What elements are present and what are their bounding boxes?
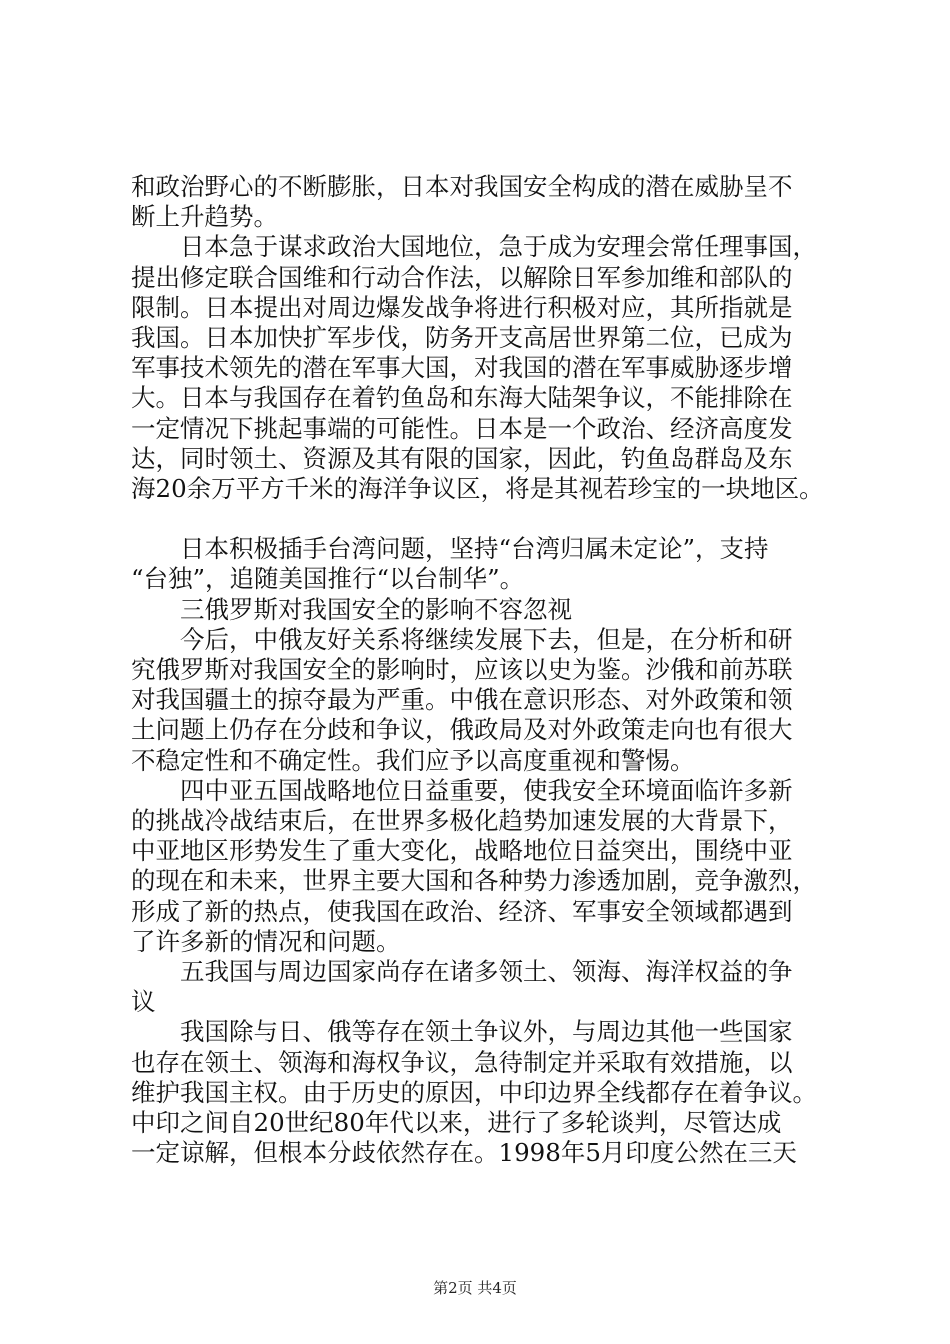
text-line: 军事技术领先的潜在军事大国，对我国的潜在军事威胁逐步增 [131,353,793,383]
text-line: 断上升趋势。 [131,202,278,232]
page-number-footer: 第2页 共4页 [433,1279,517,1297]
text-line: 我国除与日、俄等存在领土争议外，与周边其他一些国家 [131,1017,793,1047]
text-line: 我国。日本加快扩军步伐，防务开支高居世界第二位，已成为 [131,323,793,353]
text-line: 海20余万平方千米的海洋争议区，将是其视若珍宝的一块地区。 [131,474,824,504]
text-line: 今后，中俄友好关系将继续发展下去，但是，在分析和研 [131,624,793,654]
section-heading: 四中亚五国战略地位日益重要，使我安全环境面临许多新 [131,775,793,805]
text-line: 中亚地区形势发生了重大变化，战略地位日益突出，围绕中亚 [131,836,793,866]
text-line: 土问题上仍存在分歧和争议，俄政局及对外政策走向也有很大 [131,715,793,745]
section-heading: 五我国与周边国家尚存在诸多领土、领海、海洋权益的争 [131,957,793,987]
text-line: 的现在和未来，世界主要大国和各种势力渗透加剧，竞争激烈， [131,866,817,896]
text-line: 和政治野心的不断膨胀，日本对我国安全构成的潜在威胁呈不 [131,172,793,201]
text-line: 对我国疆土的掠夺最为严重。中俄在意识形态、对外政策和领 [131,685,793,715]
text-line: 了许多新的情况和问题。 [131,926,401,956]
document-body [131,172,831,1169]
text-line: 日本积极插手台湾问题，坚持“台湾归属未定论”，支持 [131,534,769,564]
text-line: 提出修定联合国维和行动合作法，以解除日军参加维和部队的 [131,262,793,292]
text-line: 达，同时领土、资源及其有限的国家，因此，钓鱼岛群岛及东 [131,443,793,473]
text-line: 议 [131,987,156,1017]
text-line: 日本急于谋求政治大国地位，急于成为安理会常任理事国， [131,232,817,262]
section-heading: 三俄罗斯对我国安全的影响不容忽视 [131,594,572,624]
text-line: 中印之间自20世纪80年代以来，进行了多轮谈判，尽管达成 [131,1108,782,1138]
text-line: 的挑战冷战结束后，在世界多极化趋势加速发展的大背景下， [131,806,793,836]
text-line: “台独”，追随美国推行“以台制华”。 [131,564,525,594]
text-line: 一定谅解，但根本分歧依然存在。1998年5月印度公然在三天 [131,1138,797,1168]
text-line: 维护我国主权。由于历史的原因，中印边界全线都存在着争议。 [131,1077,817,1107]
paragraph-gap [131,504,831,534]
text-line: 不稳定性和不确定性。我们应予以高度重视和警惕。 [131,745,695,775]
text-line: 形成了新的热点，使我国在政治、经济、军事安全领域都遇到 [131,896,793,926]
text-line: 也存在领土、领海和海权争议，急待制定并采取有效措施，以 [131,1047,793,1077]
text-line: 究俄罗斯对我国安全的影响时，应该以史为鉴。沙俄和前苏联 [131,655,793,685]
text-line: 大。日本与我国存在着钓鱼岛和东海大陆架争议，不能排除在 [131,383,793,413]
text-line: 一定情况下挑起事端的可能性。日本是一个政治、经济高度发 [131,413,793,443]
text-line: 限制。日本提出对周边爆发战争将进行积极对应，其所指就是 [131,292,793,322]
